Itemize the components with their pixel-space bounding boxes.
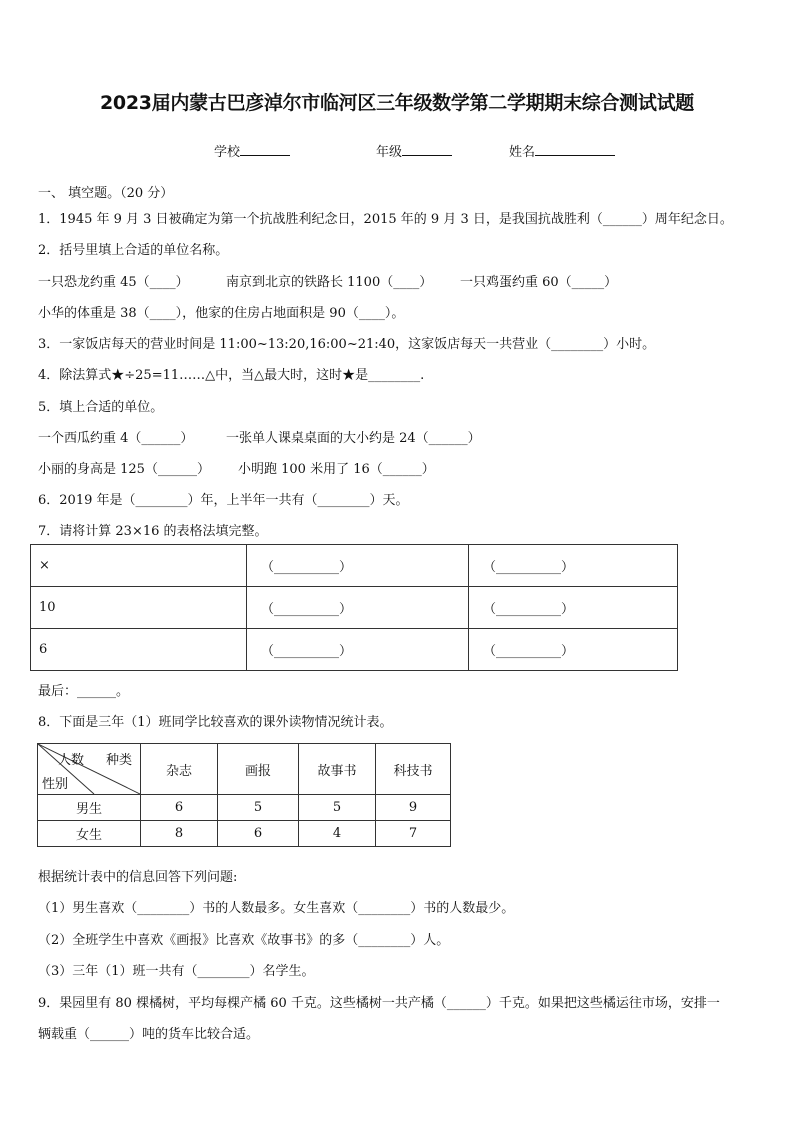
question-4: 4．除法算式★÷25=11……△中，当△最大时，这时★是________.	[38, 368, 425, 383]
row-label: 男生	[38, 795, 141, 821]
question-3: 3．一家饭店每天的营业时间是 11:00~13:20,16:00~21:40，这家饭店每天一共营业（________）小时。	[38, 337, 656, 352]
question-7: 7．请将计算 23×16 的表格法填完整。	[38, 524, 268, 539]
corner-label-count: 人数	[58, 753, 85, 768]
question-2-item-c: 一只鸡蛋约重 60（_____）	[460, 275, 618, 290]
table-cell: 9	[376, 795, 451, 821]
school-label: 学校	[214, 145, 241, 160]
column-header: 故事书	[299, 744, 376, 795]
column-header: 杂志	[141, 744, 218, 795]
page-title: 2023届内蒙古巴彦淖尔市临河区三年级数学第二学期期末综合测试试题	[100, 92, 694, 114]
question-7-final: 最后：______。	[38, 684, 130, 699]
question-9-line-2: 辆载重（______）吨的货车比较合适。	[38, 1027, 260, 1042]
question-6: 6．2019 年是（________）年，上半年一共有（________）天。	[38, 493, 409, 508]
table-cell: 8	[141, 821, 218, 847]
table-cell: 7	[376, 821, 451, 847]
table-row	[38, 795, 451, 821]
corner-header-cell	[38, 744, 141, 795]
multiplication-table	[30, 544, 678, 671]
row-label: 女生	[38, 821, 141, 847]
answer-cell[interactable]: （__________）	[469, 629, 678, 671]
answer-cell[interactable]: （__________）	[247, 587, 469, 629]
question-5-item-c: 小丽的身高是 125（______）	[38, 462, 210, 477]
question-9-line-1: 9．果园里有 80 棵橘树，平均每棵产橘 60 千克。这些橘树一共产橘（______）千克。如果把这些橘运往市场，安排一	[38, 996, 720, 1011]
name-blank[interactable]	[535, 142, 615, 156]
grade-blank[interactable]	[402, 142, 452, 156]
corner-label-kind: 种类	[105, 753, 132, 768]
question-5-item-b: 一张单人课桌桌面的大小约是 24（______）	[226, 431, 481, 446]
question-5-item-d: 小明跑 100 米用了 16（______）	[238, 462, 435, 477]
question-1: 1．1945 年 9 月 3 日被确定为第一个抗战胜利纪念日，2015 年的 9 月 3 日，是我国抗战胜利（______）周年纪念日。	[38, 212, 733, 227]
column-header: 科技书	[376, 744, 451, 795]
school-blank[interactable]	[240, 142, 290, 156]
grade-field	[376, 141, 452, 160]
row-label: 6	[31, 629, 247, 671]
row-label: ×	[31, 545, 247, 587]
reading-stats-table	[37, 743, 451, 847]
table-row	[31, 587, 678, 629]
question-8-prompt: 根据统计表中的信息回答下列问题:	[38, 870, 238, 885]
table-cell: 5	[299, 795, 376, 821]
question-5: 5．填上合适的单位。	[38, 400, 164, 415]
table-row	[31, 629, 678, 671]
row-label: 10	[31, 587, 247, 629]
table-cell: 4	[299, 821, 376, 847]
question-2-item-b: 南京到北京的铁路长 1100（____）	[226, 275, 433, 290]
name-label: 姓名	[509, 145, 536, 160]
question-8-sub-2: （2）全班学生中喜欢《画报》比喜欢《故事书》的多（________）人。	[38, 933, 450, 948]
column-header: 画报	[218, 744, 299, 795]
table-header-row	[38, 744, 451, 795]
question-2-item-d: 小华的体重是 38（____），他家的住房占地面积是 90（____）。	[38, 306, 405, 321]
table-cell: 6	[218, 821, 299, 847]
corner-label-gender: 性别	[42, 777, 69, 792]
table-row	[31, 545, 678, 587]
table-row	[38, 821, 451, 847]
answer-cell[interactable]: （__________）	[247, 545, 469, 587]
answer-cell[interactable]: （__________）	[247, 629, 469, 671]
grade-label: 年级	[376, 145, 403, 160]
answer-cell[interactable]: （__________）	[469, 587, 678, 629]
question-8: 8．下面是三年（1）班同学比较喜欢的课外读物情况统计表。	[38, 715, 393, 730]
question-8-sub-1: （1）男生喜欢（________）书的人数最多。女生喜欢（________）书的人数最少。	[38, 901, 515, 916]
table-cell: 6	[141, 795, 218, 821]
table-cell: 5	[218, 795, 299, 821]
question-8-sub-3: （3）三年（1）班一共有（________）名学生。	[38, 964, 315, 979]
answer-cell[interactable]: （__________）	[469, 545, 678, 587]
question-2-item-a: 一只恐龙约重 45（____）	[38, 275, 189, 290]
name-field	[509, 141, 615, 160]
question-2: 2．括号里填上合适的单位名称。	[38, 243, 229, 258]
school-field	[214, 141, 290, 160]
section-heading: 一、 填空题。（20 分）	[38, 186, 174, 201]
question-5-item-a: 一个西瓜约重 4（______）	[38, 431, 194, 446]
